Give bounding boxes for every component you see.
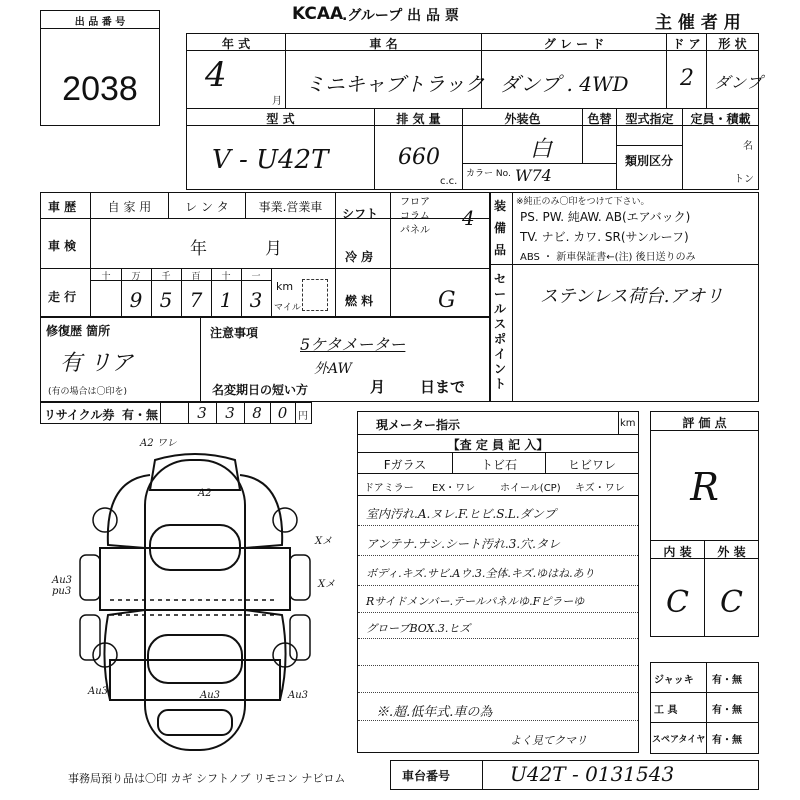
interior-value: C <box>666 585 689 620</box>
doors-label: ド ア <box>672 37 701 51</box>
inspector-note-9: よく見てクマリ <box>510 734 587 747</box>
repair-value: 有 リア <box>60 351 133 376</box>
ac-label: 冷 房 <box>345 250 374 264</box>
inspection-label: 車 検 <box>48 239 77 253</box>
meter-km: km <box>620 418 636 429</box>
equipment-line1: PS. PW. 純AW. AB(エアバック) <box>520 210 691 224</box>
capacity-label: 定員・積載 <box>690 112 751 126</box>
color-no-label: カラー No. <box>466 169 511 179</box>
tool-tools-label: 工 具 <box>654 705 678 716</box>
lot-number-label: 出 品 番 号 <box>74 17 126 28</box>
history-label: 車 歴 <box>48 200 77 214</box>
color-change-label: 色替 <box>587 112 612 126</box>
header-brand: KCAA <box>292 4 344 24</box>
inspection-month: 月 <box>265 239 282 259</box>
shift-floor: フロア <box>400 197 430 208</box>
diagram-mark-7: Au3 <box>200 690 221 701</box>
chassis-value: U42T - 0131543 <box>510 762 675 786</box>
diagram-mark-8: Au3 <box>288 690 309 701</box>
office-note: 事務局預り品は〇印 カギ シフトノブ リモコン ナビロム <box>68 772 346 785</box>
mileage-digit-3: 7 <box>189 288 203 312</box>
grade-label: グ レ ー ド <box>543 37 605 51</box>
inspector-mirror-value: EX・ワレ <box>432 483 476 494</box>
diagram-mark-2: A2 <box>198 488 212 499</box>
recycle-digit-4: 0 <box>277 404 288 422</box>
inspector-note-1: 室内汚れ.A.ヌレ.F.ヒビ.S.L.ダンプ <box>366 507 556 521</box>
grade-value: ダンプ . 4WD <box>500 72 629 96</box>
lot-number: 2038 <box>62 70 138 108</box>
interior-label: 内 装 <box>663 545 692 559</box>
color-value: 白 <box>530 137 553 162</box>
recycle-options: 有・無 <box>122 408 159 422</box>
mileage-check-box <box>302 279 328 311</box>
grade-label: 評 価 点 <box>682 416 727 430</box>
shift-column: コラム <box>400 211 430 222</box>
mileage-unit-0: 十 <box>101 272 111 282</box>
model-label: 型 式 <box>266 112 295 126</box>
fuel-value: G <box>438 288 456 313</box>
chassis-label: 車台番号 <box>402 769 451 783</box>
mileage-digit-1: 9 <box>129 288 143 312</box>
shift-label: シフト <box>342 207 379 221</box>
diagram-mark-1: A2 ワレ <box>140 438 177 449</box>
sales-point-label: セールスポイント <box>494 272 507 391</box>
mileage-digit-5: 3 <box>249 288 263 312</box>
mile-unit: マイル <box>274 303 301 313</box>
inspector-fglass: Fガラス <box>383 458 427 472</box>
class-label: 類別区分 <box>625 154 674 168</box>
tool-spare-value: 有・無 <box>712 735 742 746</box>
inspector-note-3: ボディ.キズ.サビ.Aウ.3.全体.キズ.ゆはね.あり <box>366 567 595 580</box>
displacement-label: 排 気 量 <box>396 112 441 126</box>
shift-value: 4 <box>462 206 475 230</box>
name-change-day: 日まで <box>420 378 466 396</box>
header-host: 主 催 者 用 <box>655 13 741 33</box>
recycle-label: リサイクル券 <box>44 408 115 422</box>
fuel-label: 燃 料 <box>345 294 374 308</box>
year-label: 年 式 <box>221 37 251 51</box>
persons-unit: 名 <box>743 141 753 152</box>
history-business: 事業.営業車 <box>258 200 323 214</box>
ton-unit: トン <box>734 174 754 185</box>
diagram-mark-4: Au3 pu3 <box>52 575 73 597</box>
shape-value: ダンプ <box>714 73 763 92</box>
tool-jack-label: ジャッキ <box>654 675 694 686</box>
inspector-mirror: ドアミラー <box>364 483 414 494</box>
recycle-digit-3: 8 <box>252 404 262 422</box>
type-spec-label: 型式指定 <box>625 112 674 126</box>
inspector-note-8: ※.超.低年式.車の為 <box>376 705 493 720</box>
history-rental: レ ン タ <box>185 200 229 214</box>
equipment-note: ※純正のみ〇印をつけて下さい。 <box>516 197 650 207</box>
shape-label: 形 状 <box>718 37 747 51</box>
caution-line1: 5ケタメーター <box>300 335 406 354</box>
diagram-mark-3: Xメ <box>315 536 333 547</box>
inspector-chip: トビ石 <box>480 458 517 472</box>
mileage-unit-4: 十 <box>221 272 231 282</box>
inspector-crack: ヒビワレ <box>567 458 616 472</box>
inspection-year: 年 <box>190 239 207 259</box>
caution-label: 注意事項 <box>210 326 259 340</box>
recycle-digit-1: 3 <box>197 404 207 422</box>
name-change-month: 月 <box>370 378 386 396</box>
exterior-label: 外 装 <box>717 545 746 559</box>
mileage-unit-3: 百 <box>191 272 201 282</box>
cc-unit: c.c. <box>440 176 458 187</box>
color-no-value: W74 <box>515 166 552 185</box>
inspector-note-4: Rサイドメンバー.テールパネルゆ.Fピラーゆ <box>366 595 585 608</box>
equipment-line3: ABS ・ 新車保証書←(注) 後日送りのみ <box>520 252 696 263</box>
mileage-unit-2: 千 <box>161 272 171 282</box>
recycle-yen: 円 <box>298 411 308 422</box>
doors-value: 2 <box>680 66 694 91</box>
sales-point-value: ステンレス荷台.アオリ <box>540 286 724 307</box>
equipment-line2: TV. ナビ. カワ. SR(サンルーフ) <box>520 230 689 244</box>
km-unit: km <box>276 280 294 293</box>
year-unit: 月 <box>272 96 282 107</box>
displacement-value: 660 <box>398 145 440 170</box>
diagram-mark-6: Au3 <box>88 686 109 697</box>
meter-label: 現メーター指示 <box>376 418 461 432</box>
repair-label: 修復歴 箇所 <box>46 324 111 338</box>
grade-value: R <box>690 465 719 509</box>
exterior-value: C <box>720 585 743 620</box>
mileage-digit-2: 5 <box>159 288 173 312</box>
inspector-wheel: ホイール(CP) <box>500 483 561 494</box>
mileage-unit-1: 万 <box>131 272 141 282</box>
inspector-note-2: アンテナ.ナシ.シート汚れ.3.穴.タレ <box>366 537 560 551</box>
recycle-digit-2: 3 <box>225 404 235 422</box>
history-own: 自 家 用 <box>107 200 152 214</box>
year-value: 4 <box>205 55 227 95</box>
inspector-wheel-value: キズ・ワレ <box>575 483 625 494</box>
color-label: 外装色 <box>504 112 541 126</box>
equipment-label: 装 備 品 <box>494 199 507 257</box>
name-label: 車 名 <box>369 37 398 51</box>
header-title: .グループ 出 品 票 <box>342 8 459 24</box>
mileage-label: 走 行 <box>48 290 77 304</box>
caution-line2: 外AW <box>314 361 352 377</box>
tool-jack-value: 有・無 <box>712 675 742 686</box>
mileage-unit-5: 一 <box>251 272 261 282</box>
tool-tools-value: 有・無 <box>712 705 742 716</box>
mileage-digit-4: 1 <box>219 288 233 312</box>
name-change-label: 名変期日の短い方 <box>212 383 309 397</box>
repair-note: (有の場合は〇印を) <box>48 387 128 397</box>
diagram-mark-5: Xメ <box>318 579 336 590</box>
inspector-title: 【査 定 員 記 入】 <box>447 438 549 452</box>
name-value: ミニキャブトラック <box>305 72 485 96</box>
inspector-note-5: グローブBOX.3.ヒズ <box>366 622 471 635</box>
tool-spare-label: スペアタイヤ <box>652 735 706 745</box>
shift-panel: パネル <box>400 225 430 236</box>
model-value: V - U42T <box>212 145 329 175</box>
